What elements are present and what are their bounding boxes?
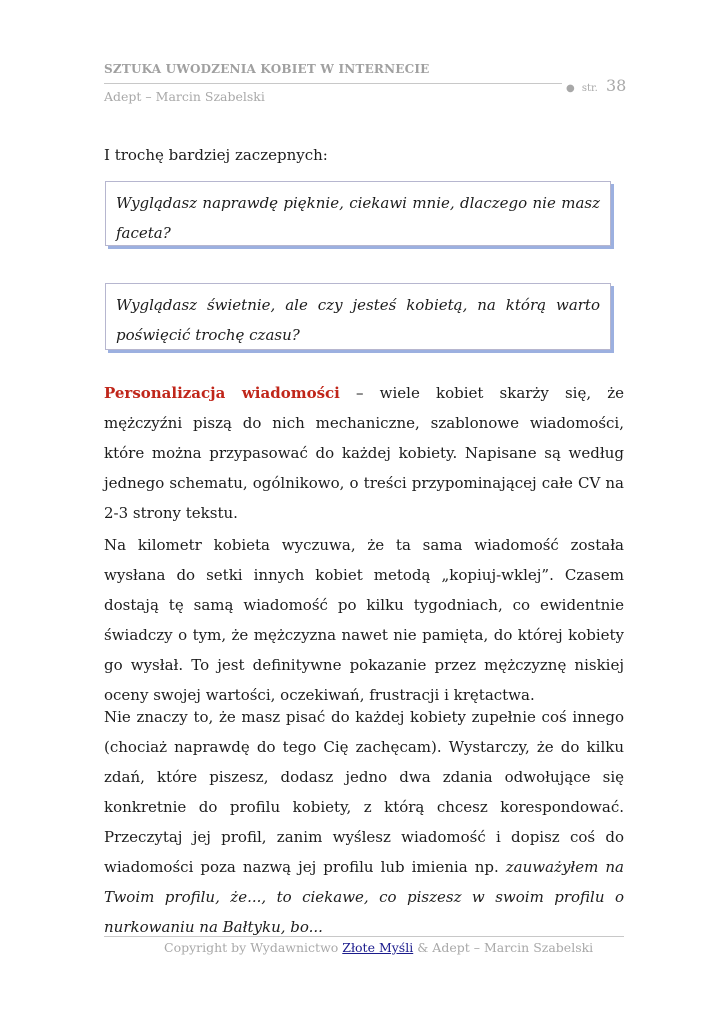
paragraph-text: – wiele kobiet skarży się, że mężczyźni piszą do nich mechaniczne, szablonowe wiadomości, które można przypasować do każdej kobiety. Napisane są według jednego schematu, ogólnikowo, o treści przypominającej całe CV na 2-3 strony tekstu. <box>104 384 625 522</box>
publisher-link[interactable]: Złote Myśli <box>342 940 414 955</box>
page-header <box>104 62 627 112</box>
intro-text: I trochę bardziej zaczepnych: <box>104 146 328 164</box>
page-footer <box>104 940 624 955</box>
bullet-icon: ● <box>566 83 575 94</box>
personalization-paragraph <box>104 378 624 528</box>
body-paragraph: Na kilometr kobieta wyczuwa, że ta sama wiadomość została wysłana do setki innych kobiet metodą „kopiuj-wklej”. Czasem dostają tę samą wiadomość po kilku tygodniach, co ewidentnie świadczy o tym, że mężczyzna nawet nie pamięta, do której kobiety go wysłał. To jest definitywne pokazanie przez mężczyznę niskiej oceny swojej wartości, oczekiwań, frustracji i krętactwa. <box>104 536 624 704</box>
page-prefix: str. <box>581 83 598 94</box>
example-quote: zauważyłem na Twoim profilu, że..., to ciekawe, co piszesz w swoim profilu o nurkowaniu na Bałtyku, bo... <box>104 858 624 936</box>
book-title: SZTUKA UWODZENIA KOBIET W INTERNECIE <box>104 62 430 76</box>
example-message-text: Wyglądasz naprawdę pięknie, ciekawi mnie, dlaczego nie masz faceta? <box>116 194 600 242</box>
example-message-box <box>105 181 611 246</box>
copyright-prefix: Copyright by Wydawnictwo <box>164 940 343 955</box>
footer-divider <box>104 936 624 937</box>
author-name: Adept – Marcin Szabelski <box>104 89 265 104</box>
page-number-label <box>566 76 626 95</box>
example-message-box <box>105 283 611 350</box>
section-keyword: Personalizacja wiadomości <box>104 384 340 402</box>
header-divider <box>104 83 562 84</box>
page-number: 38 <box>605 76 627 95</box>
intro-section <box>104 140 624 170</box>
example-message-text: Wyglądasz świetnie, ale czy jesteś kobietą, na którą warto poświęcić trochę czasu? <box>116 296 600 344</box>
paragraph-text: Nie znaczy to, że masz pisać do każdej kobiety zupełnie coś innego (chociaż naprawdę do tego Cię zachęcam). Wystarczy, że do kilku zdań, które piszesz, dodasz jedno dwa zdania odwołujące się konkretnie do profilu kobiety, z którą chcesz korespondować. Przeczytaj jej profil, zanim wyślesz wiadomość i dopisz coś do wiadomości poza nazwą jej profilu lub imienia np. <box>104 708 624 876</box>
body-paragraph <box>104 702 624 942</box>
copyright-suffix: & Adept – Marcin Szabelski <box>413 940 594 955</box>
